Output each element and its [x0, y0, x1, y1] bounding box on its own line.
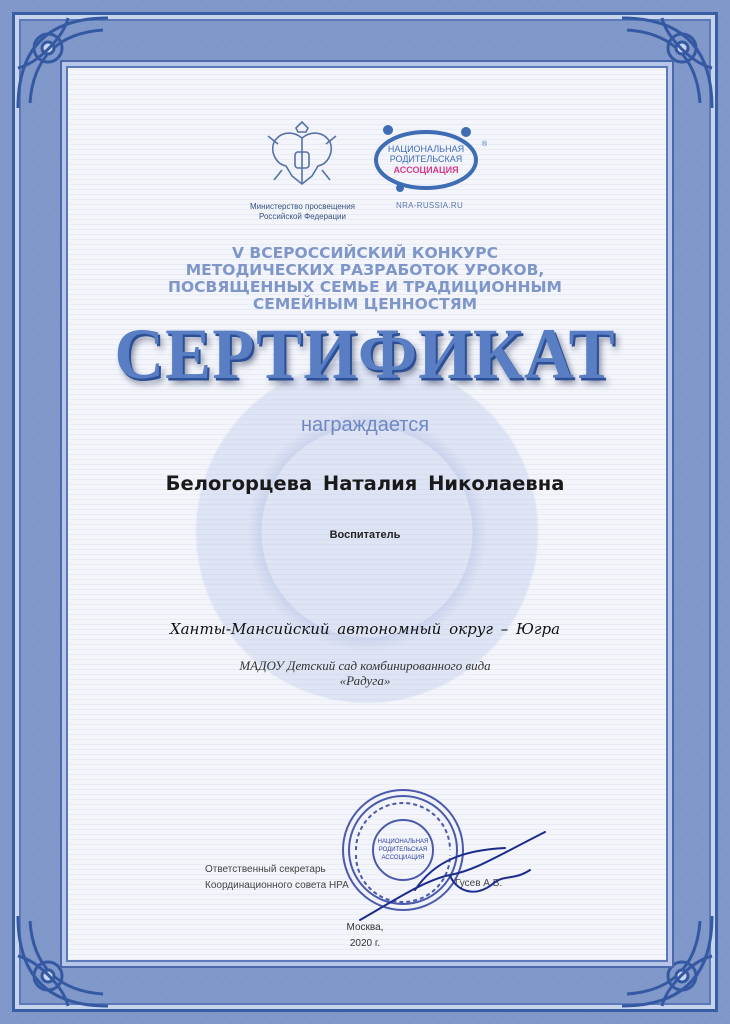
ministry-line-1: Министерство просвещения: [250, 202, 355, 211]
nra-logo: [370, 122, 492, 194]
nra-logo-line-3: АССОЦИАЦИЯ: [393, 165, 459, 175]
nra-logo-line-2: РОДИТЕЛЬСКАЯ: [389, 154, 463, 164]
ministry-caption: [240, 202, 365, 222]
city: Москва,: [346, 922, 384, 933]
recipient-name: Белогорцева Наталия Николаевна: [165, 472, 565, 495]
stamp-line-2: РОДИТЕЛЬСКАЯ: [378, 847, 428, 853]
organization-line-1: МАДОУ Детский сад комбинированного вида: [239, 658, 491, 673]
awarded-label: награждается: [300, 414, 430, 436]
signer-role: [205, 862, 355, 894]
double-headed-eagle-emblem-icon: [262, 118, 342, 198]
contest-line-3: ПОСВЯЩЕННЫХ СЕМЬЕ И ТРАДИЦИОННЫМ: [168, 278, 562, 296]
place-and-date: [320, 920, 410, 952]
signer-name: Гусев А.В.: [455, 878, 503, 889]
signer-role-line-2: Координационного совета НРА: [205, 880, 349, 891]
registered-mark-icon: ®: [482, 141, 488, 148]
stamp-line-3: АССОЦИАЦИЯ: [381, 855, 425, 861]
stamp-line-1: НАЦИОНАЛЬНАЯ: [377, 839, 429, 845]
recipient-organization: [130, 658, 600, 688]
signer-role-line-1: Ответственный секретарь: [205, 864, 326, 875]
organization-line-2: «Радуга»: [339, 673, 391, 688]
contest-title: [80, 245, 650, 313]
certificate-title: СЕРТИФИКАТ: [114, 314, 616, 394]
contest-line-2: МЕТОДИЧЕСКИХ РАЗРАБОТОК УРОКОВ,: [185, 261, 545, 279]
contest-line-1: V ВСЕРОССИЙСКИЙ КОНКУРС: [232, 244, 498, 262]
nra-logo-line-1: НАЦИОНАЛЬНАЯ: [387, 144, 465, 154]
year: 2020 г.: [349, 938, 381, 949]
recipient-position: Воспитатель: [329, 529, 401, 541]
contest-line-4: СЕМЕЙНЫМ ЦЕННОСТЯМ: [252, 295, 478, 313]
recipient-region: Ханты-Мансийский автономный округ – Югра: [169, 620, 561, 638]
handwritten-signature: [355, 820, 550, 930]
ministry-line-2: Российской Федерации: [259, 212, 346, 221]
nra-website: NRA-RUSSIA.RU: [396, 201, 464, 210]
